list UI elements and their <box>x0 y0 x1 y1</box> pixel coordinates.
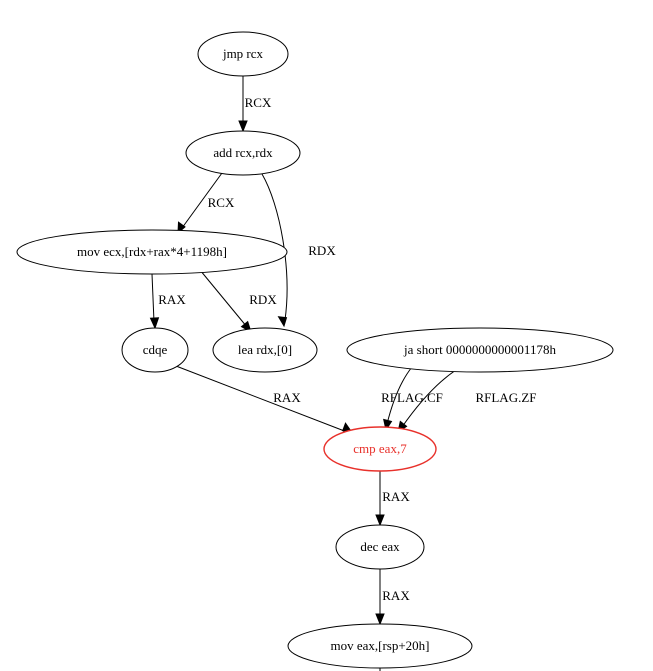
edge-label: RAX <box>273 389 301 405</box>
graph-node[interactable] <box>198 32 288 76</box>
edge-arrowhead <box>239 121 247 131</box>
graph-node[interactable] <box>186 131 300 175</box>
node-label: cmp eax,7 <box>353 440 407 456</box>
node-label: lea rdx,[0] <box>237 341 293 357</box>
graph-node[interactable] <box>288 624 472 668</box>
graph-edge <box>376 471 410 525</box>
graph-node[interactable] <box>213 328 317 372</box>
edge-arrowhead <box>376 515 384 525</box>
node-label: ja short 0000000000001178h <box>404 341 556 357</box>
edge-label: RAX <box>382 587 410 603</box>
edge-arrowhead <box>376 614 384 624</box>
edge-label: RCX <box>207 194 235 210</box>
edge-path <box>176 366 347 432</box>
graph-node[interactable] <box>324 427 436 471</box>
edge-label: RFLAG.CF <box>381 389 443 405</box>
graph-edge <box>151 274 187 328</box>
edge-arrowhead <box>151 318 159 328</box>
edge-label: RCX <box>244 94 272 110</box>
node-label: add rcx,rdx <box>213 144 273 160</box>
edge-label: RFLAG.ZF <box>475 389 537 405</box>
graph-node[interactable] <box>336 525 424 569</box>
node-label: mov ecx,[rdx+rax*4+1198h] <box>77 243 227 259</box>
graph-edge <box>176 366 353 434</box>
graph-node[interactable] <box>122 328 188 372</box>
edge-label: RAX <box>382 488 410 504</box>
edge-label: RDX <box>308 242 336 258</box>
graph-edge <box>381 367 443 430</box>
edge-label: RDX <box>249 291 277 307</box>
node-label: cdqe <box>142 341 168 357</box>
graph-edge <box>178 173 235 233</box>
edge-arrowhead <box>279 317 287 326</box>
edge-label: RAX <box>158 291 186 307</box>
node-label: jmp rcx <box>222 45 264 61</box>
graph-edge <box>200 270 277 332</box>
edge-path <box>200 270 247 327</box>
graph-node[interactable] <box>17 230 287 274</box>
node-label: mov eax,[rsp+20h] <box>330 637 430 653</box>
graph-edge <box>239 76 272 131</box>
node-label: dec eax <box>360 538 400 554</box>
graph-edge <box>376 569 410 624</box>
graph-node[interactable] <box>347 328 613 372</box>
edge-path <box>152 274 154 322</box>
